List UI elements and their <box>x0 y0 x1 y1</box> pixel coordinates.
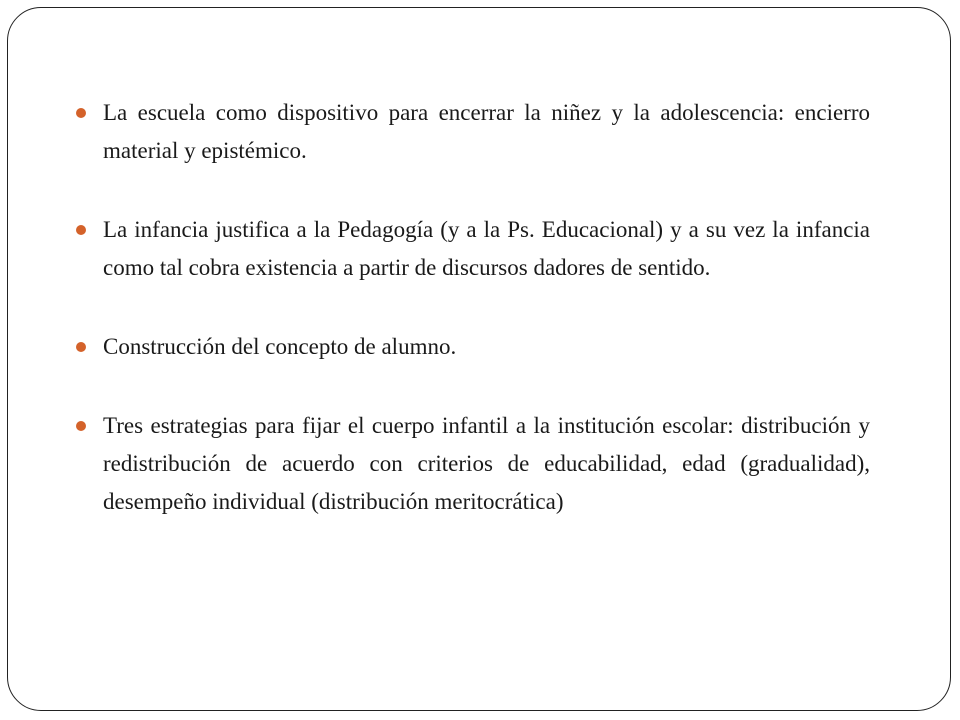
bullet-item-2 <box>76 211 870 287</box>
bullet-dot-icon <box>76 342 86 352</box>
bullet-text: Construcción del concepto de alumno. <box>103 334 457 359</box>
bullet-dot-icon <box>76 108 86 118</box>
bullet-item-3 <box>76 328 870 366</box>
bullet-item-4 <box>76 407 870 521</box>
bullet-text: La escuela como dispositivo para encerrar la niñez y la adolescencia: encierro material y epistémico. <box>103 100 870 163</box>
bullet-list <box>76 94 870 521</box>
bullet-dot-icon <box>76 225 86 235</box>
bullet-dot-icon <box>76 421 86 431</box>
bullet-text: La infancia justifica a la Pedagogía (y a la Ps. Educacional) y a su vez la infancia como tal cobra existencia a partir de discursos dadores de sentido. <box>103 217 870 280</box>
bullet-text: Tres estrategias para fijar el cuerpo infantil a la institución escolar: distribución y redistribución de acuerdo con criterios de educabilidad, edad (gradualidad), desempeño individual (distribución meritocrática) <box>103 413 870 514</box>
bullet-item-1 <box>76 94 870 170</box>
